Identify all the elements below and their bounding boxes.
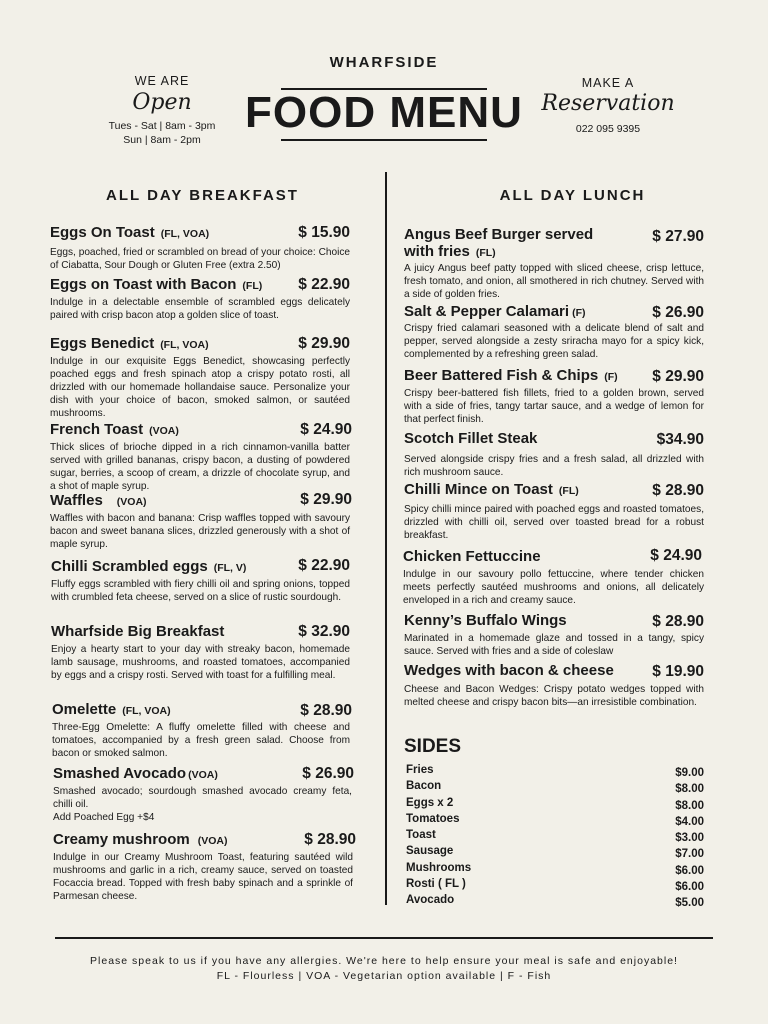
header-rule-bottom <box>281 139 487 141</box>
item-name: Wedges with bacon & cheese <box>404 662 614 679</box>
item-description: Spicy chilli mince paired with poached eggs and roasted tomatoes, drizzled with chilli oil, served over toasted bread for a robust breakfast. <box>404 504 704 541</box>
item-price: $ 28.90 <box>300 702 352 719</box>
item-description: Marinated in a homemade glaze and tossed in a tangy, spicy sauce. Served with fries and a side of coleslaw <box>404 633 704 657</box>
side-name: Toast <box>406 829 436 842</box>
item-description: Indulge in a delectable ensemble of scrambled eggs delicately paired with crisp bacon atop a golden slice of toast. <box>50 297 350 321</box>
item-price: $ 24.90 <box>650 547 702 564</box>
side-price: $7.00 <box>675 848 704 861</box>
item-description: Served alongside crispy fries and a fresh salad, all drizzled with rich mushroom sauce. <box>404 454 704 478</box>
item-description: Crispy fried calamari seasoned with a delicate blend of salt and pepper, served alongside a zesty sriracha mayo for a spicy kick, complemented by a refreshing green salad. <box>404 323 704 360</box>
page-title: FOOD MENU <box>245 88 523 137</box>
item-description: Indulge in our Creamy Mushroom Toast, featuring sautéed wild mushrooms and garlic in a rich, creamy sauce, served on toasted Focaccia bread. Topped with fresh baby spinach and a sprinkle of Parmesan cheese. <box>53 852 353 902</box>
item-price: $34.90 <box>656 431 704 448</box>
item-description: Crispy beer-battered fish fillets, fried to a golden brown, served with a side of fries, tangy tartar sauce, and a wedge of lemon for that perfect finish. <box>404 388 704 425</box>
we-are-label: WE ARE <box>134 74 190 88</box>
side-row <box>406 813 704 829</box>
item-price: $ 22.90 <box>298 557 350 574</box>
item-tag: (VOA) <box>116 496 147 508</box>
item-addon: Add Poached Egg +$4 <box>53 812 155 823</box>
item-name: Omelette (FL, VOA) <box>52 701 171 718</box>
sides-title: SIDES <box>404 736 462 757</box>
hours-sunday: Sun | 8am - 2pm <box>123 134 201 146</box>
item-name: Waffles (VOA) <box>50 492 147 509</box>
side-name: Bacon <box>406 780 442 793</box>
item-price: $ 28.90 <box>652 482 704 499</box>
item-tag: (VOA) <box>197 835 228 847</box>
lunch-heading: ALL DAY LUNCH <box>499 187 646 204</box>
item-name: Chicken Fettuccine <box>403 548 541 565</box>
item-price: $ 19.90 <box>652 663 704 680</box>
item-price: $ 26.90 <box>302 765 354 782</box>
open-script: Open <box>132 90 192 115</box>
reservation-script: Reservation <box>541 91 675 116</box>
item-name-line2: with fries (FL) <box>404 243 496 260</box>
side-row <box>406 797 704 813</box>
side-row <box>406 764 704 780</box>
brand-name: WHARFSIDE <box>329 54 439 71</box>
item-description: Fluffy eggs scrambled with fiery chilli oil and spring onions, topped with crumbled feta cheese, served on a slice of rustic sourdough. <box>51 579 350 603</box>
side-price: $8.00 <box>675 783 704 796</box>
item-tag: (FL) <box>242 280 263 292</box>
footer-rule <box>55 937 713 939</box>
breakfast-heading: ALL DAY BREAKFAST <box>106 187 299 204</box>
side-price: $8.00 <box>675 799 704 812</box>
side-row <box>406 878 704 894</box>
item-tag: (FL, VOA) <box>160 228 210 240</box>
item-name: Wharfside Big Breakfast <box>51 623 225 640</box>
side-name: Tomatoes <box>406 812 460 825</box>
item-description: Cheese and Bacon Wedges: Crispy potato wedges topped with melted cheese and crispy bacon bits—an irresistible combination. <box>404 684 704 708</box>
side-name: Fries <box>406 764 434 776</box>
item-price: $ 26.90 <box>652 304 704 321</box>
item-name: Creamy mushroom (VOA) <box>53 831 228 848</box>
item-price: $ 28.90 <box>304 831 356 848</box>
item-name: Eggs on Toast with Bacon (FL) <box>50 276 263 293</box>
item-tag: (F) <box>572 307 586 319</box>
phone-number[interactable]: 022 095 9395 <box>575 123 641 135</box>
item-name: Chilli Scrambled eggs (FL, V) <box>51 558 247 575</box>
item-name: French Toast (VOA) <box>50 421 179 438</box>
item-name: Salt & Pepper Calamari (F) <box>404 303 586 320</box>
side-row <box>406 845 704 861</box>
dietary-legend: FL - Flourless | VOA - Vegetarian option available | F - Fish <box>216 970 552 982</box>
side-row <box>406 894 704 910</box>
item-price: $ 27.90 <box>652 228 704 245</box>
side-price: $4.00 <box>675 815 704 828</box>
item-description: A juicy Angus beef patty topped with sliced cheese, crisp lettuce, fresh tomato, and onion, all smothered in rich chutney. Served with a side of golden fries. <box>404 263 704 300</box>
item-description: Eggs, poached, fried or scrambled on bread of your choice: Choice of Ciabatta, Sour Dough or Gluten Free (extra 2.50) <box>50 247 350 271</box>
item-description: Indulge in our savoury pollo fettuccine, where tender chicken meets perfectly sautéed mushrooms and onions, all delicately enveloped in a rich and creamy sauce. <box>403 569 704 606</box>
side-name: Mushrooms <box>406 861 472 874</box>
item-tag: (FL) <box>558 485 579 497</box>
item-description: Waffles with bacon and banana: Crisp waffles topped with savoury bacon and sweet banana slices, drizzled generously with a shot of maple syrup. <box>50 513 350 550</box>
item-name: Eggs On Toast (FL, VOA) <box>50 224 210 241</box>
item-price: $ 22.90 <box>298 276 350 293</box>
side-price: $6.00 <box>675 881 704 894</box>
item-tag: (FL, V) <box>213 562 247 574</box>
side-price: $9.00 <box>675 767 704 779</box>
side-name: Eggs x 2 <box>406 796 454 809</box>
hours-weekday: Tues - Sat | 8am - 3pm <box>108 120 216 132</box>
item-name: Chilli Mince on Toast (FL) <box>404 481 579 498</box>
item-name: Angus Beef Burger served <box>404 226 594 243</box>
item-tag: (VOA) <box>188 769 218 781</box>
side-row <box>406 829 704 845</box>
item-name: Scotch Fillet Steak <box>404 430 538 447</box>
item-tag: (FL) <box>475 247 496 259</box>
side-price: $3.00 <box>675 832 704 845</box>
item-price: $ 29.90 <box>298 335 350 352</box>
item-price: $ 24.90 <box>300 421 352 438</box>
item-description: Indulge in our exquisite Eggs Benedict, showcasing perfectly poached eggs and fresh spinach atop a crispy potato rosti, all drizzled with our homemade hollandaise sauce. Personalize your dish with your choice of bacon, smoked salmon, or sautéed mushrooms. <box>50 356 350 419</box>
item-name: Eggs Benedict (FL, VOA) <box>50 335 209 352</box>
opening-hours-block <box>92 74 232 147</box>
allergy-note: Please speak to us if you have any allergies. We're here to help ensure your meal is safe and enjoyable! <box>90 955 678 967</box>
item-name: Kenny’s Buffalo Wings <box>404 612 567 629</box>
side-name: Sausage <box>406 845 454 858</box>
item-price: $ 28.90 <box>652 613 704 630</box>
side-name: Avocado <box>406 894 455 907</box>
reservation-block <box>533 76 683 136</box>
side-row <box>406 862 704 878</box>
item-tag: (F) <box>604 371 618 383</box>
item-tag: (FL, VOA) <box>122 705 171 717</box>
item-price: $ 32.90 <box>298 623 350 640</box>
item-price: $ 29.90 <box>652 368 704 385</box>
side-price: $6.00 <box>675 864 704 877</box>
sides-list <box>406 764 704 911</box>
side-name: Rosti ( FL ) <box>406 878 466 891</box>
item-description: Smashed avocado; sourdough smashed avocado creamy feta, chilli oil. <box>53 786 352 810</box>
item-description: Thick slices of brioche dipped in a rich cinnamon-vanilla batter served with grilled bananas, crispy bacon, a dusting of powdered sugar, berries, a scoop of cream, a drizzle of chocolate syrup, and a shot of maple syrup. <box>50 442 350 492</box>
item-description: Enjoy a hearty start to your day with streaky bacon, homemade lamb sausage, mushrooms, and roasted tomatoes, accompanied by eggs and a crispy rosti. Served with toast for a fulfilling meal. <box>51 644 350 681</box>
item-name: Smashed Avocado (VOA) <box>53 765 218 782</box>
item-description: Three-Egg Omelette: A fluffy omelette filled with cheese and tomatoes, accompanied by a fresh green salad. Choose from bacon or smoked salmon. <box>52 722 350 759</box>
item-name: Beer Battered Fish & Chips (F) <box>404 367 618 384</box>
item-price: $ 15.90 <box>298 224 350 241</box>
item-tag: (FL, VOA) <box>160 339 209 351</box>
item-price: $ 29.90 <box>300 491 352 508</box>
side-price: $5.00 <box>675 897 704 910</box>
side-row <box>406 780 704 796</box>
make-a-label: MAKE A <box>581 76 635 90</box>
item-tag: (VOA) <box>149 425 179 437</box>
column-divider <box>385 172 387 905</box>
